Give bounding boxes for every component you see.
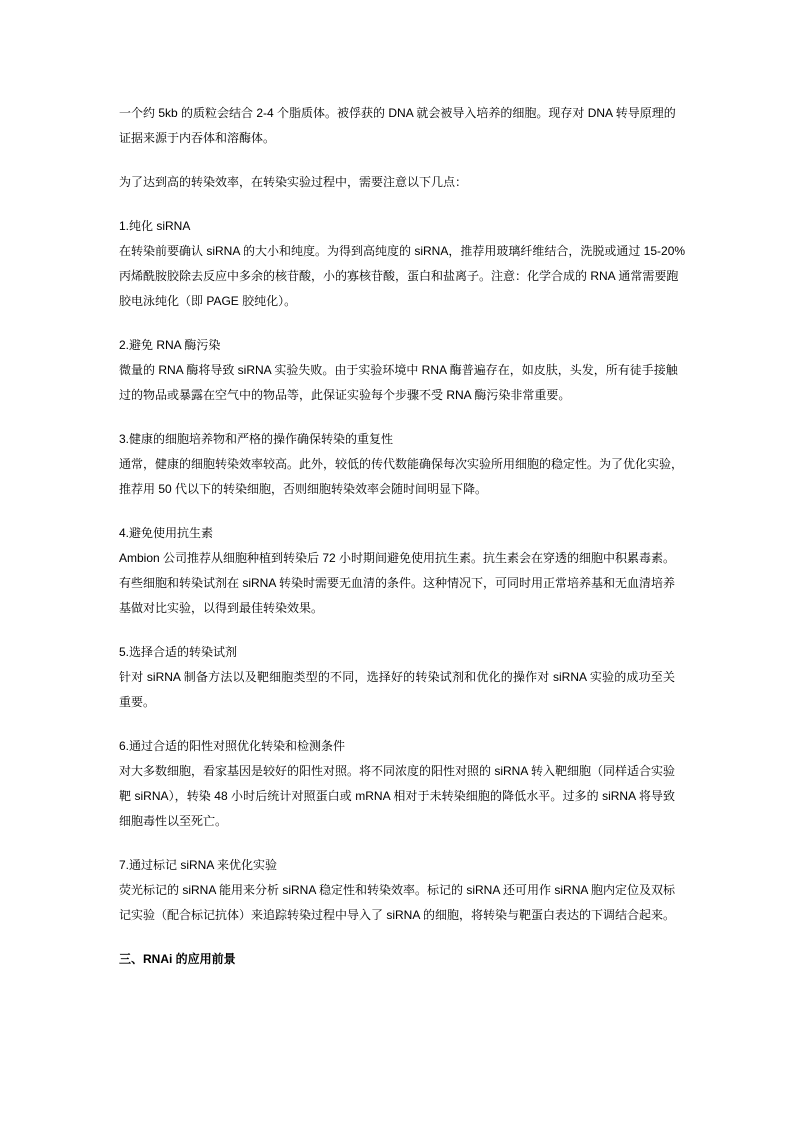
- section-body-line: 重要。: [119, 695, 156, 709]
- section-body-line: 推荐用 50 代以下的转染细胞，否则细胞转染效率会随时间明显下降。: [119, 482, 488, 496]
- section-body-line: 在转染前要确认 siRNA 的大小和纯度。为得到高纯度的 siRNA，推荐用玻璃纤维结合，洗脱或通过 15-20%: [119, 244, 686, 258]
- section: [119, 214, 686, 314]
- section-body-line: 针对 siRNA 制备方法以及靶细胞类型的不同，选择好的转染试剂和优化的操作对 siRNA 实验的成功至关: [119, 670, 675, 684]
- paragraph: [119, 170, 675, 195]
- section-body-line: 通常，健康的细胞转染效率较高。此外，较低的传代数能确保每次实验所用细胞的稳定性。为了优化实验，: [119, 457, 684, 471]
- section: [119, 853, 675, 928]
- section: [119, 734, 675, 834]
- section-title: 2.避免 RNA 酶污染: [119, 338, 221, 352]
- section-body-line: 荧光标记的 siRNA 能用来分析 siRNA 稳定性和转染效率。标记的 siRNA 还可用作 siRNA 胞内定位及双标: [119, 883, 676, 897]
- section: [119, 521, 675, 621]
- section: [119, 427, 684, 502]
- paragraph: [119, 101, 675, 151]
- section-body-line: Ambion 公司推荐从细胞种植到转染后 72 小时期间避免使用抗生素。抗生素会在穿透的细胞中积累毒素。: [119, 551, 676, 565]
- chapter-heading: 三、RNAi 的应用前景: [119, 952, 236, 966]
- section-body-line: 对大多数细胞，看家基因是较好的阳性对照。将不同浓度的阳性对照的 siRNA 转入靶细胞（同样适合实验: [119, 764, 676, 778]
- section-body-line: 靶 siRNA），转染 48 小时后统计对照蛋白或 mRNA 相对于未转染细胞的降低水平。过多的 siRNA 将导致: [119, 789, 675, 803]
- section-body-line: 胶电泳纯化（即 PAGE 胶纯化）。: [119, 294, 297, 308]
- section-body-line: 丙烯酰胺胶除去反应中多余的核苷酸，小的寡核苷酸，蛋白和盐离子。注意：化学合成的 RNA 通常需要跑: [119, 269, 679, 283]
- paragraph-line: 为了达到高的转染效率，在转染实验过程中，需要注意以下几点：: [119, 175, 468, 189]
- section-body-line: 微量的 RNA 酶将导致 siRNA 实验失败。由于实验环境中 RNA 酶普遍存在，如皮肤，头发，所有徒手接触: [119, 363, 678, 377]
- document-body: [119, 101, 686, 972]
- section-title: 6.通过合适的阳性对照优化转染和检测条件: [119, 739, 346, 753]
- section-body-line: 记实验（配合标记抗体）来追踪转染过程中导入了 siRNA 的细胞，将转染与靶蛋白表达的下调结合起来。: [119, 908, 676, 922]
- section-body-line: 过的物品或暴露在空气中的物品等，此保证实验每个步骤不受 RNA 酶污染非常重要。: [119, 388, 571, 402]
- section-title: 3.健康的细胞培养物和严格的操作确保转染的重复性: [119, 432, 394, 446]
- section-title: 1.纯化 siRNA: [119, 219, 191, 233]
- section-body-line: 基做对比实验，以得到最佳转染效果。: [119, 601, 324, 615]
- paragraph-line: 证据来源于内吞体和溶酶体。: [119, 131, 276, 145]
- section-body-line: 细胞毒性以至死亡。: [119, 814, 228, 828]
- paragraph-line: 一个约 5kb 的质粒会结合 2-4 个脂质体。被俘获的 DNA 就会被导入培养的细胞。现存对 DNA 转导原理的: [119, 106, 676, 120]
- section-title: 4.避免使用抗生素: [119, 526, 214, 540]
- section: [119, 333, 678, 408]
- section-title: 7.通过标记 siRNA 来优化实验: [119, 858, 278, 872]
- section-body-line: 有些细胞和转染试剂在 siRNA 转染时需要无血清的条件。这种情况下，可同时用正常培养基和无血清培养: [119, 576, 676, 590]
- section-title: 5.选择合适的转染试剂: [119, 645, 238, 659]
- section: [119, 640, 675, 715]
